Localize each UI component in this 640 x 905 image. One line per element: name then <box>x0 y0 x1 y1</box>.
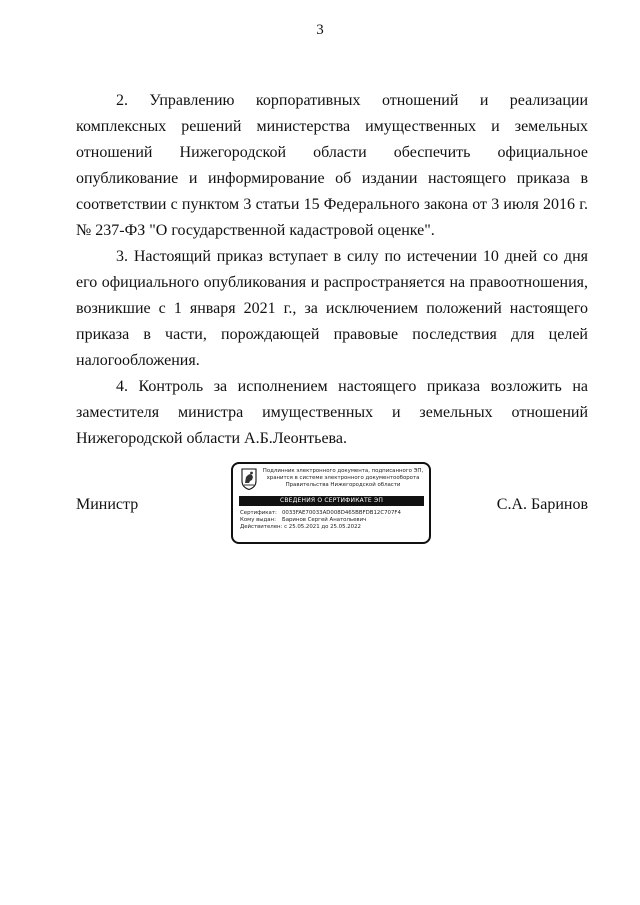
validity-label: Действителен: <box>240 524 283 531</box>
certificate-details <box>240 510 426 532</box>
signature-block <box>76 462 588 552</box>
paragraph-2: 2. Управлению корпоративных отношений и реализации комплексных решений министерства имущественных и земельных отношений Нижегородской области обеспечить официальное опубликование и информирование об издании настоящего приказа в соответствии с пунктом 3 статьи 15 Федерального закона от 3 июля 2016 г. № 237-ФЗ "О государственной кадастровой оценке". <box>76 92 588 239</box>
stamp-notice-line: хранится в системе электронного документооборота <box>266 475 420 481</box>
stamp-notice-line: Правительства Нижегородской области <box>285 482 401 488</box>
stamp-title-bar: СВЕДЕНИЯ О СЕРТИФИКАТЕ ЭП <box>239 496 424 506</box>
owner-value: Баринов Сергей Анатольевич <box>282 517 367 524</box>
electronic-signature-stamp <box>231 462 431 544</box>
coat-of-arms-icon <box>241 468 257 490</box>
paragraph-4: 4. Контроль за исполнением настоящего приказа возложить на заместителя министра имущественных и земельных отношений <box>76 378 588 421</box>
stamp-notice <box>261 468 425 489</box>
validity-row <box>240 524 426 531</box>
page-number: 3 <box>316 22 324 38</box>
signer-position: Министр <box>76 496 139 513</box>
owner-label: Кому выдан: <box>240 517 276 524</box>
stamp-notice-line: Подлинник электронного документа, подписанного ЭП, <box>262 468 424 474</box>
signer-name: С.А. Баринов <box>496 496 588 513</box>
paragraph-3: 3. Настоящий приказ вступает в силу по истечении 10 дней со дня его официального опубликования и распространяется на правоотношения, возникшие с 1 января 2021 г., за исключением положений настоящего приказа в части, порождающей правовые последствия для целей налогообложения. <box>76 248 588 369</box>
stamp-header <box>239 468 425 494</box>
document-body <box>76 88 588 452</box>
certificate-label: Сертификат: <box>240 510 277 516</box>
paragraph-4-continuation: Нижегородской области А.Б.Леонтьева. <box>76 430 347 447</box>
validity-value: с 25.05.2021 до 25.05.2022 <box>284 524 361 531</box>
certificate-value: 0033FAE70033AD008D465BBFDB12C707F4 <box>282 510 401 516</box>
